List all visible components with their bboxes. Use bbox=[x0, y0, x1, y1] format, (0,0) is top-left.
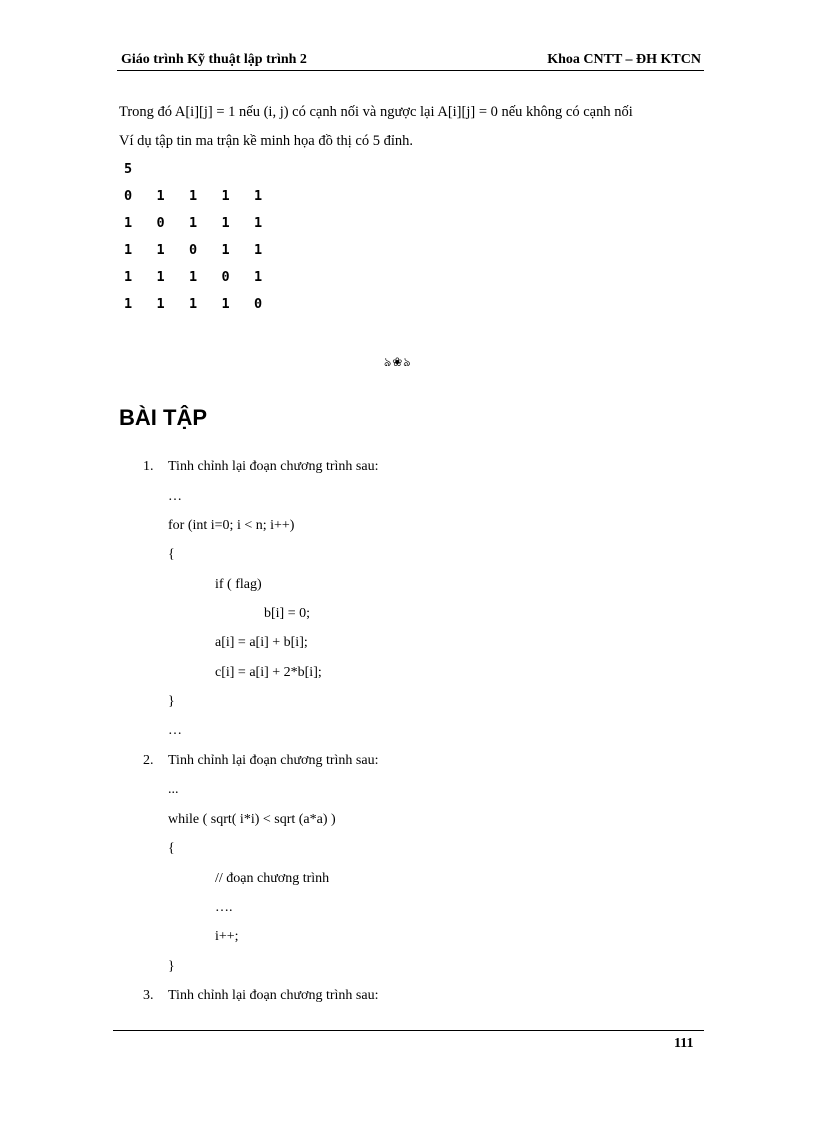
definition-paragraph: Trong đó A[i][j] = 1 nếu (i, j) có cạnh nối và ngược lại A[i][j] = 0 nếu không có cạnh nối bbox=[119, 104, 633, 120]
code-line: while ( sqrt( i*i) < sqrt (a*a) ) bbox=[168, 812, 336, 827]
matrix-cell: 1 bbox=[156, 188, 165, 204]
matrix-cell: 1 bbox=[124, 242, 133, 258]
matrix-cell: 1 bbox=[254, 242, 263, 258]
matrix-cell: 1 bbox=[221, 296, 230, 312]
matrix-size: 5 bbox=[124, 161, 133, 177]
code-line: … bbox=[168, 723, 182, 738]
example-paragraph: Ví dụ tập tin ma trận kề minh họa đồ thị có 5 đỉnh. bbox=[119, 133, 413, 149]
matrix-cell: 1 bbox=[156, 269, 165, 285]
matrix-row bbox=[124, 188, 287, 215]
header-course-title: Giáo trình Kỹ thuật lập trình 2 bbox=[121, 52, 307, 67]
matrix-row bbox=[124, 269, 287, 296]
code-line: if ( flag) bbox=[215, 577, 262, 592]
matrix-cell: 1 bbox=[221, 242, 230, 258]
matrix-cell: 1 bbox=[189, 215, 198, 231]
exercise-title: Tinh chỉnh lại đoạn chương trình sau: bbox=[168, 459, 379, 474]
code-line: …. bbox=[215, 900, 233, 915]
matrix-cell: 1 bbox=[221, 215, 230, 231]
matrix-cell: 0 bbox=[156, 215, 165, 231]
code-line: a[i] = a[i] + b[i]; bbox=[215, 635, 308, 650]
matrix-cell: 1 bbox=[221, 188, 230, 204]
code-line: for (int i=0; i < n; i++) bbox=[168, 518, 295, 533]
matrix-cell: 1 bbox=[156, 296, 165, 312]
section-title: BÀI TẬP bbox=[119, 405, 207, 430]
code-line: … bbox=[168, 489, 182, 504]
matrix-row bbox=[124, 215, 287, 242]
matrix-cell: 1 bbox=[254, 215, 263, 231]
code-line: } bbox=[168, 694, 175, 709]
matrix-cell: 1 bbox=[124, 215, 133, 231]
matrix-cell: 0 bbox=[189, 242, 198, 258]
matrix-cell: 1 bbox=[156, 242, 165, 258]
exercise-title: Tinh chỉnh lại đoạn chương trình sau: bbox=[168, 988, 379, 1003]
code-line: } bbox=[168, 959, 175, 974]
page-header bbox=[117, 52, 704, 71]
matrix-cell: 1 bbox=[254, 188, 263, 204]
matrix-cell: 1 bbox=[124, 269, 133, 285]
exercise-title: Tinh chỉnh lại đoạn chương trình sau: bbox=[168, 753, 379, 768]
matrix-cell: 1 bbox=[189, 269, 198, 285]
matrix-row bbox=[124, 296, 287, 323]
code-line: ... bbox=[168, 782, 179, 797]
exercise-number: 1. bbox=[143, 459, 154, 474]
matrix-cell: 0 bbox=[221, 269, 230, 285]
matrix-cell: 1 bbox=[124, 296, 133, 312]
page-number: 111 bbox=[674, 1036, 694, 1051]
code-line: i++; bbox=[215, 929, 239, 944]
matrix-cell: 0 bbox=[254, 296, 263, 312]
footer-rule bbox=[113, 1030, 704, 1031]
exercise-number: 2. bbox=[143, 753, 154, 768]
matrix-row bbox=[124, 242, 287, 269]
matrix-cell: 1 bbox=[189, 188, 198, 204]
matrix-cell: 1 bbox=[254, 269, 263, 285]
ornament-divider-icon: ঌ❀ঌ bbox=[384, 355, 412, 369]
code-line: b[i] = 0; bbox=[264, 606, 310, 621]
code-line: { bbox=[168, 547, 175, 562]
adjacency-matrix bbox=[124, 161, 287, 323]
matrix-cell: 0 bbox=[124, 188, 133, 204]
code-line: // đoạn chương trình bbox=[215, 871, 330, 886]
code-line: c[i] = a[i] + 2*b[i]; bbox=[215, 665, 322, 680]
exercise-number: 3. bbox=[143, 988, 154, 1003]
header-faculty: Khoa CNTT – ĐH KTCN bbox=[547, 52, 701, 67]
matrix-cell: 1 bbox=[189, 296, 198, 312]
code-line: { bbox=[168, 841, 175, 856]
